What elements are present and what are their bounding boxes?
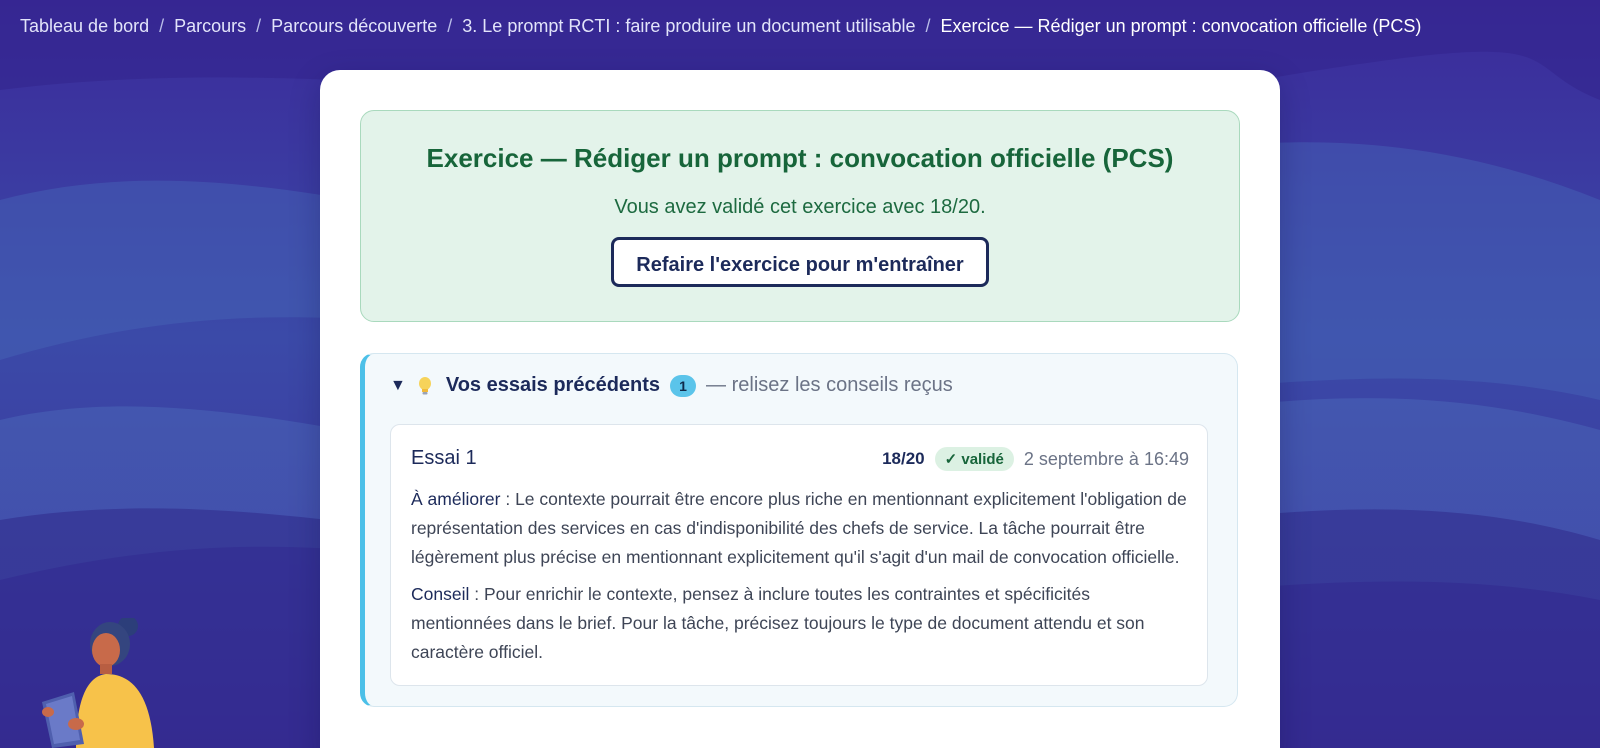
validated-badge: ✓ validé bbox=[935, 447, 1014, 471]
advice-feedback bbox=[411, 580, 1189, 667]
attempts-heading: Vos essais précédents bbox=[445, 374, 661, 396]
attempt-score: 18/20 bbox=[882, 449, 925, 468]
breadcrumb-link-parcours-decouverte[interactable]: Parcours découverte bbox=[271, 16, 438, 36]
breadcrumb-link-module[interactable]: 3. Le prompt RCTI : faire produire un document utilisable bbox=[462, 16, 916, 36]
breadcrumb-separator: / bbox=[159, 16, 165, 36]
previous-attempts-panel bbox=[360, 353, 1238, 707]
score-message: Vous avez validé cet exercice avec 18/20. bbox=[614, 196, 986, 218]
breadcrumb-current: Exercice — Rédiger un prompt : convocation officielle (PCS) bbox=[940, 16, 1422, 36]
attempt-date: 2 septembre à 16:49 bbox=[1023, 448, 1189, 469]
attempt-card bbox=[390, 424, 1208, 686]
improvement-feedback bbox=[411, 485, 1189, 572]
improvement-label: À améliorer bbox=[411, 489, 501, 509]
breadcrumb-link-parcours[interactable]: Parcours bbox=[174, 16, 247, 36]
exercise-title: Exercice — Rédiger un prompt : convocation officielle (PCS) bbox=[426, 143, 1174, 173]
attempt-title: Essai 1 bbox=[411, 447, 477, 469]
exercise-card bbox=[320, 70, 1280, 748]
previous-attempts-toggle[interactable] bbox=[390, 374, 953, 397]
breadcrumb-link-dashboard[interactable]: Tableau de bord bbox=[20, 16, 150, 36]
advice-label: Conseil bbox=[411, 584, 470, 604]
attempts-subtitle: — relisez les conseils reçus bbox=[706, 374, 953, 396]
advice-text: : Pour enrichir le contexte, pensez à inclure toutes les contraintes et spécificités mentionnées dans le brief. Pour la tâche, précisez toujours le type de document attendu et son caractère officiel. bbox=[411, 584, 1145, 662]
breadcrumb-separator: / bbox=[447, 16, 453, 36]
improvement-text: : Le contexte pourrait être encore plus riche en mentionnant explicitement l'obligation de représentation des services en cas d'indisponibilité des chefs de service. La tâche pourrait être légèrement plus précise en mentionnant explicitement qu'il s'agit d'un mail de convocation officielle. bbox=[411, 489, 1187, 567]
lightbulb-icon bbox=[416, 376, 434, 396]
attempt-meta bbox=[882, 447, 1189, 471]
breadcrumb-separator: / bbox=[925, 16, 931, 36]
redo-exercise-button[interactable]: Refaire l'exercice pour m'entraîner bbox=[611, 237, 988, 287]
attempts-count-badge: 1 bbox=[670, 375, 696, 397]
triangle-down-icon: ▼ bbox=[390, 376, 406, 394]
person-with-tablet-illustration bbox=[38, 618, 168, 748]
result-panel bbox=[360, 110, 1240, 322]
breadcrumb bbox=[20, 16, 1580, 37]
breadcrumb-separator: / bbox=[256, 16, 262, 36]
